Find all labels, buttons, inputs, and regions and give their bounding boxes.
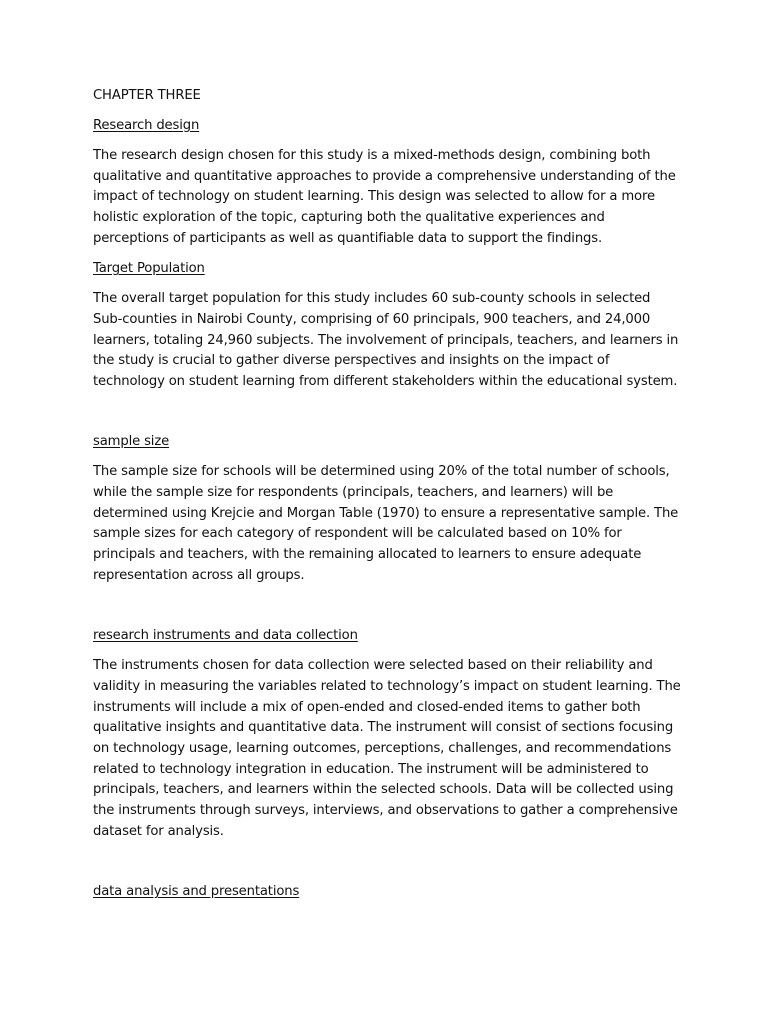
section-heading-target-population: Target Population bbox=[93, 260, 205, 276]
document-page bbox=[93, 86, 683, 912]
paragraph-sample-size: The sample size for schools will be determined using 20% of the total number of schools, while the sample size for respondents (principals, teachers, and learners) will be determined using Krejcie and Morgan Table (1970) to ensure a representative sample. The sample sizes for each category of respondent will be calculated based on 10% for principals and teachers, with the remaining allocated to learners to ensure adequate representation across all groups. bbox=[93, 464, 679, 583]
blank-line bbox=[93, 596, 683, 626]
blank-line bbox=[93, 852, 683, 882]
blank-line bbox=[93, 402, 683, 432]
paragraph-target-population: The overall target population for this study includes 60 sub-county schools in selected Sub-counties in Nairobi County, comprising of 60 principals, 900 teachers, and 24,000 learners, totaling 24,960 subjects. The involvement of principals, teachers, and learners in the study is crucial to gather diverse perspectives and insights on the impact of technology on student learning from different stakeholders within the educational system. bbox=[93, 291, 679, 389]
section-heading-data-analysis: data analysis and presentations bbox=[93, 884, 300, 900]
paragraph-research-instruments: The instruments chosen for data collection were selected based on their reliability and validity in measuring the variables related to technology’s impact on student learning. The instruments will include a mix of open-ended and closed-ended items to gather both qualitative insights and quantitative data. The instrument will consist of sections focusing on technology usage, learning outcomes, perceptions, challenges, and recommendations related to technology integration in education. The instrument will be administered to principals, teachers, and learners within the selected schools. Data will be collected using the instruments through surveys, interviews, and observations to gather a comprehensive dataset for analysis. bbox=[93, 658, 681, 839]
section-heading-research-design: Research design bbox=[93, 117, 200, 133]
paragraph-research-design: The research design chosen for this study is a mixed-methods design, combining both qualitative and quantitative approaches to provide a comprehensive understanding of the impact of technology on student learning. This design was selected to allow for a more holistic exploration of the topic, capturing both the qualitative experiences and perceptions of participants as well as quantifiable data to support the findings. bbox=[93, 147, 676, 246]
section-heading-sample-size: sample size bbox=[93, 434, 170, 450]
section-heading-research-instruments: research instruments and data collection bbox=[93, 628, 358, 644]
chapter-title: CHAPTER THREE bbox=[93, 88, 201, 103]
